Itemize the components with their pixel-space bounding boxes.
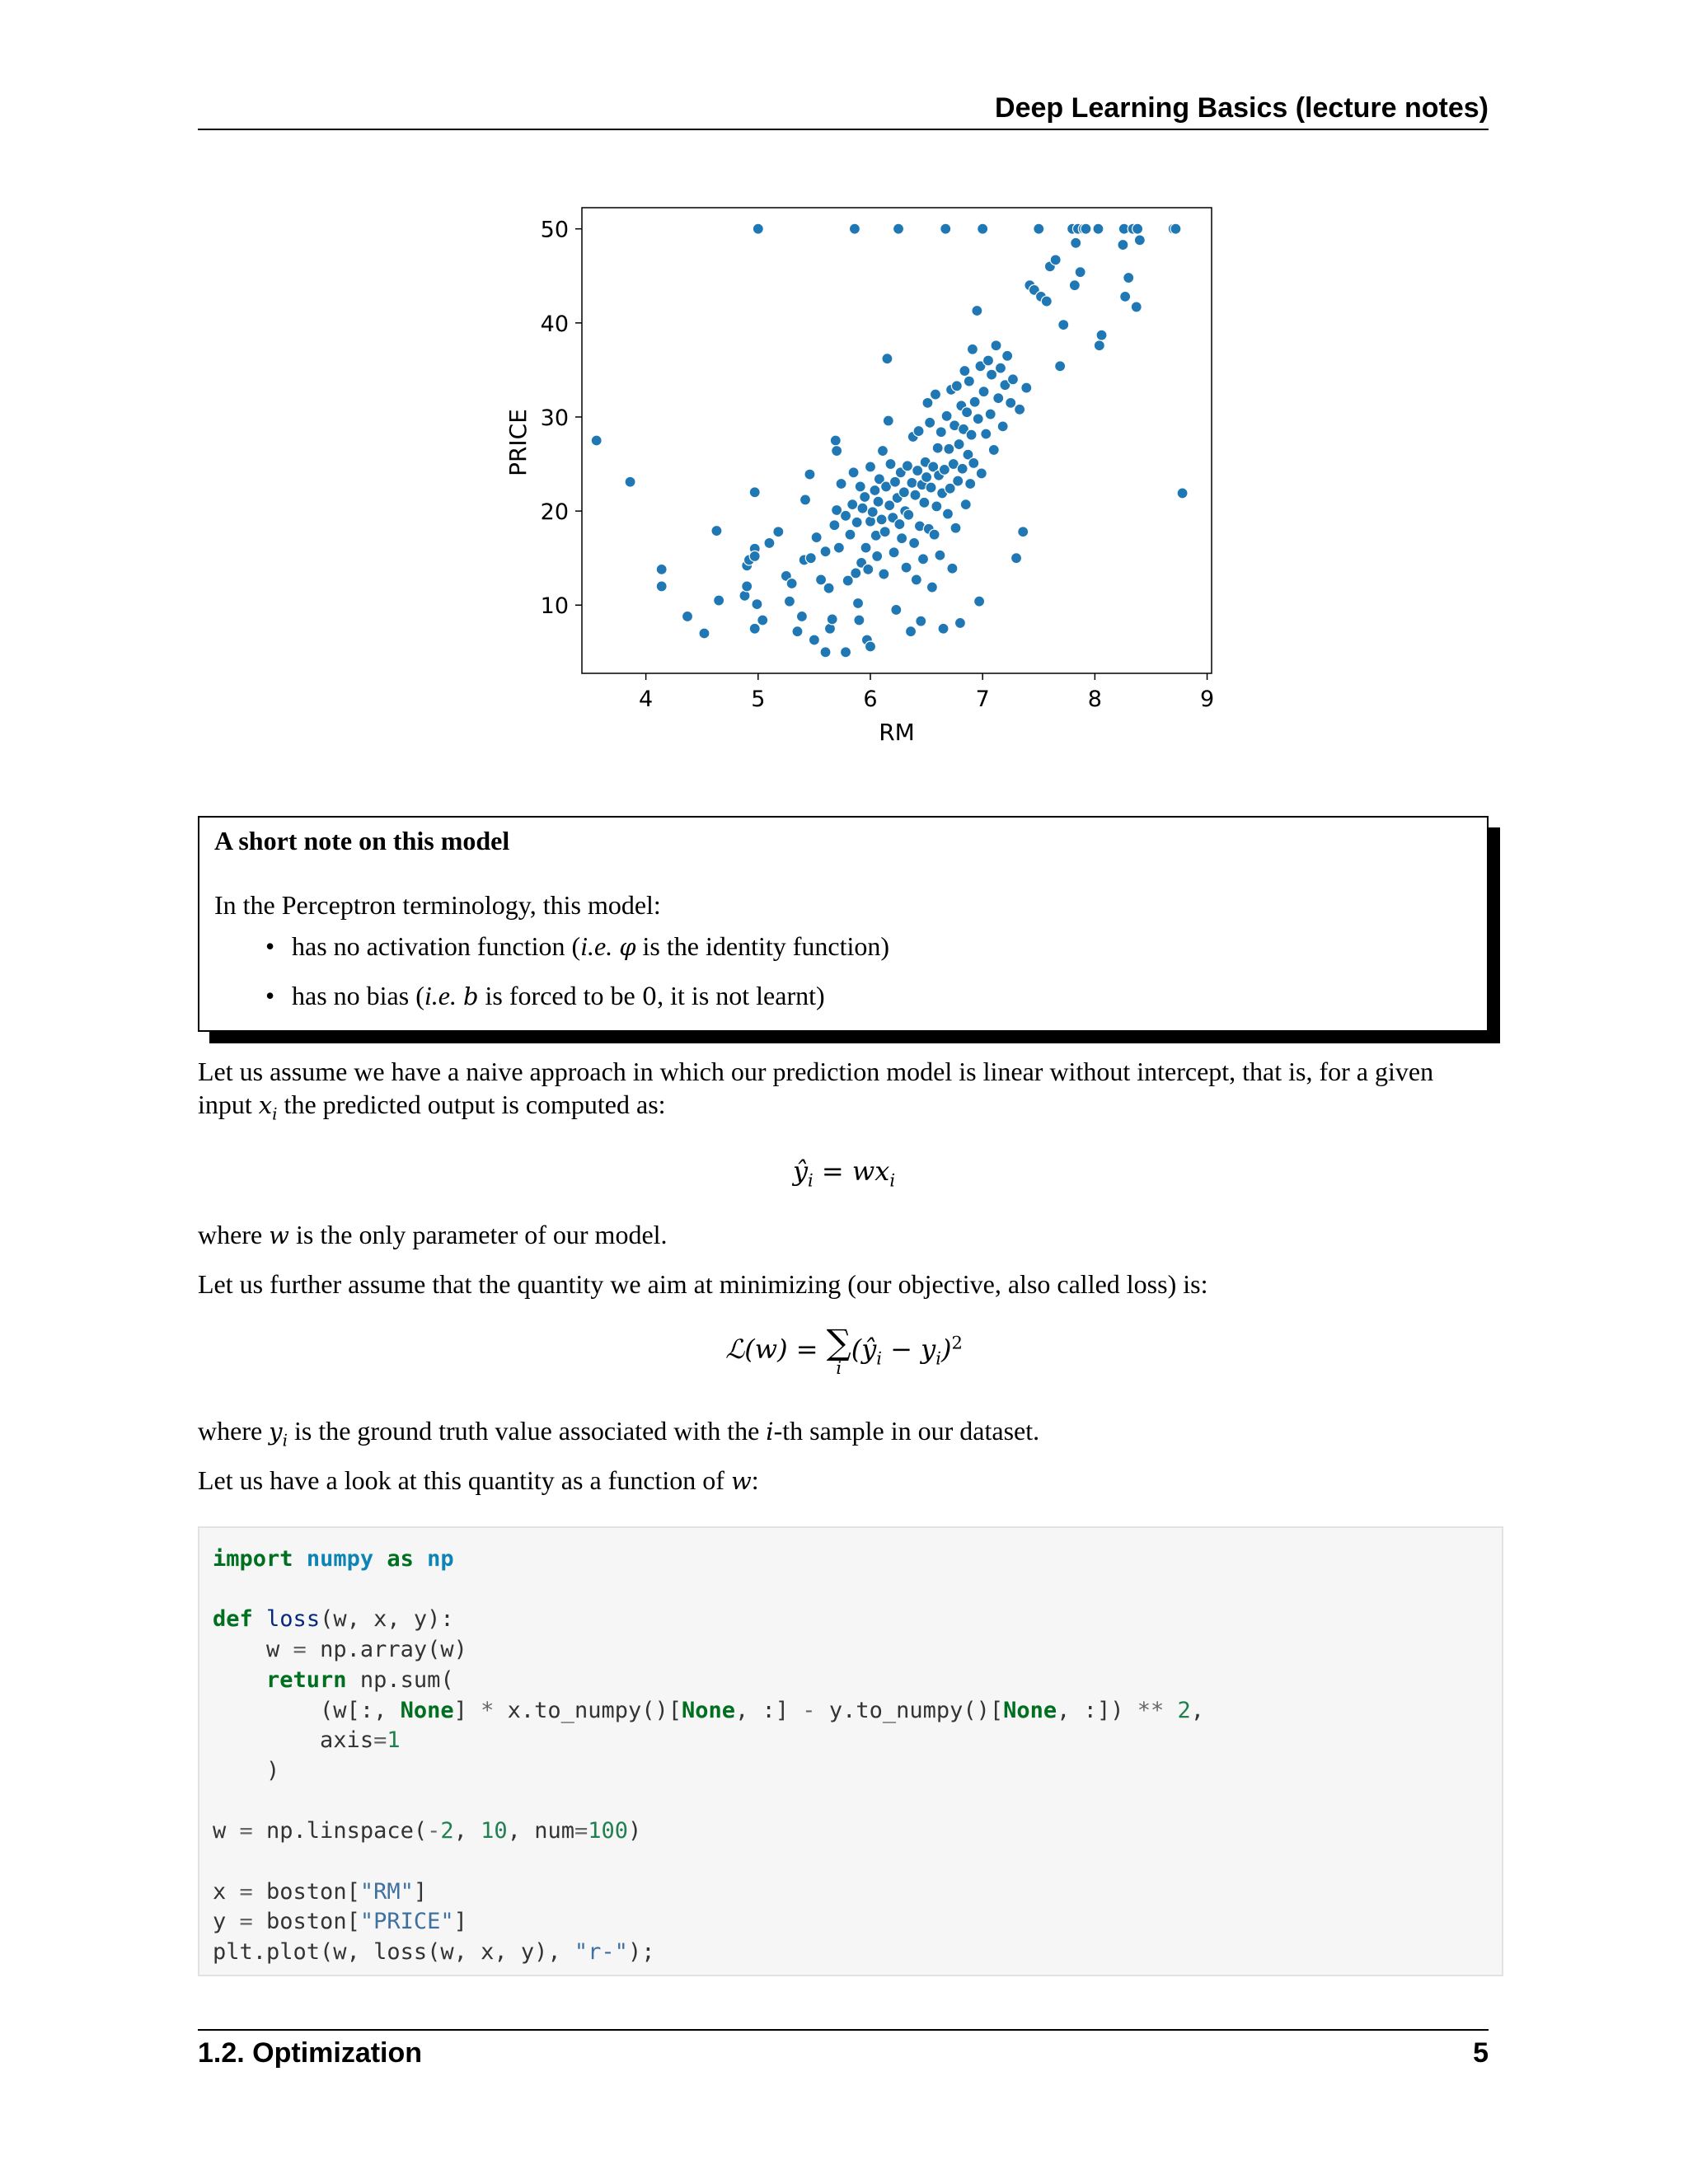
- data-point: [865, 516, 875, 527]
- code-str: "RM": [359, 1878, 414, 1905]
- code-kw-import: import: [213, 1546, 293, 1572]
- data-point: [968, 457, 979, 468]
- code-op-minus: -: [802, 1697, 816, 1723]
- paragraph-objective: Let us further assume that the quantity we aim at minimizing (our objective, also called loss) is:: [198, 1269, 1208, 1299]
- data-point: [965, 479, 976, 490]
- y-tick-label: 10: [540, 593, 569, 620]
- data-point: [985, 409, 996, 419]
- data-point: [879, 527, 890, 537]
- paragraph-parameter: [198, 1218, 1489, 1252]
- p4-text-c: -th sample in our dataset.: [773, 1416, 1040, 1446]
- eq2-sub1: i: [876, 1348, 882, 1369]
- data-point: [656, 564, 667, 574]
- data-points: [591, 223, 1188, 658]
- code-kw-as: as: [387, 1546, 414, 1572]
- paragraph-ground-truth: [198, 1414, 1489, 1456]
- equation-loss: [0, 1322, 1688, 1378]
- data-point: [891, 604, 902, 615]
- plot-frame: [582, 208, 1212, 673]
- data-point: [967, 344, 978, 354]
- data-point: [872, 551, 883, 561]
- p5-text-a: Let us have a look at this quantity as a function of: [198, 1465, 724, 1495]
- code-frag: np.linspace(: [252, 1818, 428, 1844]
- p4-text-a: where: [198, 1416, 263, 1446]
- data-point: [982, 355, 993, 366]
- data-point: [784, 596, 795, 607]
- code-frag: y.to_numpy()[: [815, 1697, 1004, 1723]
- code-op-eq: =: [373, 1727, 387, 1754]
- data-point: [930, 389, 940, 400]
- code-op-eq: =: [239, 1878, 253, 1905]
- note-b1-ie: i.e.: [580, 931, 613, 961]
- data-point: [742, 581, 753, 592]
- data-point: [591, 435, 602, 446]
- code-num: 10: [481, 1818, 508, 1844]
- data-point: [1094, 340, 1104, 351]
- data-point: [959, 366, 970, 377]
- equation-prediction: [0, 1155, 1688, 1190]
- p2-text-b: is the only parameter of our model.: [296, 1220, 668, 1249]
- data-point: [909, 537, 920, 548]
- data-point: [832, 446, 842, 457]
- data-point: [853, 598, 864, 608]
- data-point: [1069, 280, 1080, 291]
- code-frag: ]: [453, 1697, 481, 1723]
- data-point: [682, 611, 693, 621]
- data-point: [910, 490, 921, 500]
- code-frag: plt.plot(w, loss(w, x, y),: [213, 1939, 574, 1966]
- note-b2-zero: 0: [641, 982, 658, 1010]
- code-kw-none: None: [681, 1697, 736, 1723]
- data-point: [1132, 223, 1143, 234]
- code-op-eq: =: [239, 1909, 253, 1935]
- data-point: [841, 647, 851, 658]
- data-point: [1075, 267, 1085, 278]
- data-point: [981, 429, 992, 439]
- data-point: [867, 507, 878, 518]
- data-point: [876, 514, 887, 525]
- data-point: [830, 435, 841, 446]
- data-point: [925, 417, 935, 428]
- data-point: [897, 533, 907, 544]
- code-str: "r-": [574, 1939, 628, 1966]
- data-point: [1002, 350, 1013, 361]
- note-b1-pre: has no activation function (: [292, 931, 581, 961]
- data-point: [809, 635, 819, 645]
- code-np-sum: np.sum(: [346, 1666, 454, 1693]
- data-point: [995, 363, 1006, 373]
- data-point: [855, 481, 865, 492]
- data-point: [870, 485, 880, 495]
- code-frag: ]: [453, 1909, 467, 1935]
- data-point: [764, 537, 775, 548]
- code-op-eq: =: [239, 1818, 253, 1844]
- data-point: [848, 467, 859, 478]
- code-frag: , :]: [735, 1697, 803, 1723]
- code-close-paren: ): [213, 1757, 280, 1783]
- y-tick-label: 40: [540, 311, 569, 337]
- p1-sub: i: [272, 1104, 278, 1124]
- data-point: [849, 223, 860, 234]
- x-tick-label: 6: [863, 687, 878, 712]
- data-point: [935, 550, 945, 560]
- data-point: [889, 476, 900, 487]
- note-b2-post: , it is not learnt): [657, 981, 825, 1010]
- code-fn-loss: loss: [266, 1606, 321, 1633]
- data-point: [973, 414, 983, 424]
- data-point: [1120, 291, 1131, 302]
- data-point: [988, 444, 999, 455]
- code-op-mul: *: [481, 1697, 495, 1723]
- note-b2-pre: has no bias (: [292, 981, 424, 1010]
- data-point: [941, 410, 952, 421]
- p4-sub: i: [282, 1430, 288, 1451]
- scatter-figure: [495, 198, 1236, 758]
- data-point: [903, 509, 914, 520]
- data-point: [898, 487, 909, 498]
- footer-section: 1.2. Optimization: [198, 2037, 423, 2069]
- note-box: [198, 816, 1489, 1032]
- p4-i: i: [766, 1418, 774, 1446]
- data-point: [889, 547, 899, 558]
- data-point: [926, 582, 937, 593]
- code-kw-none: None: [400, 1697, 454, 1723]
- data-point: [911, 574, 921, 585]
- code-num: 1: [387, 1727, 401, 1754]
- eq2-open: (ŷ: [851, 1333, 877, 1365]
- data-point: [969, 396, 980, 407]
- data-point: [978, 387, 989, 397]
- x-tick-label: 9: [1199, 687, 1215, 712]
- p4-y: y: [269, 1418, 283, 1446]
- code-frag: ]: [413, 1878, 428, 1905]
- code-indent: [213, 1637, 266, 1662]
- data-point: [918, 554, 929, 565]
- data-point: [997, 421, 1008, 432]
- data-point: [935, 427, 946, 438]
- data-point: [993, 393, 1004, 404]
- data-point: [1021, 382, 1032, 393]
- p4-text-b: is the ground truth value associated with the: [293, 1416, 760, 1446]
- code-frag: w: [213, 1818, 240, 1844]
- p1-x: x: [258, 1091, 273, 1119]
- data-point: [950, 523, 961, 533]
- code-num: 2: [1177, 1697, 1191, 1723]
- data-point: [851, 568, 861, 579]
- data-point: [800, 494, 811, 505]
- note-bullet-activation: [265, 931, 889, 981]
- note-b2-ie: i.e.: [424, 981, 457, 1010]
- code-mod-numpy: numpy: [306, 1546, 374, 1572]
- data-point: [883, 415, 893, 426]
- y-axis-label: PRICE: [504, 409, 532, 476]
- data-point: [841, 510, 851, 521]
- data-point: [796, 611, 807, 621]
- data-point: [1006, 397, 1016, 408]
- data-point: [921, 472, 932, 483]
- code-op-pow: **: [1137, 1697, 1165, 1723]
- page-header: [198, 91, 1489, 130]
- data-point: [912, 466, 923, 476]
- code-op-neg: -: [427, 1818, 441, 1844]
- data-point: [753, 223, 763, 234]
- p2-w: w: [269, 1221, 289, 1249]
- code-op-eq: =: [574, 1818, 588, 1844]
- code-var-w: w: [266, 1637, 280, 1663]
- data-point: [656, 581, 667, 592]
- eq2-sub2: i: [935, 1348, 941, 1369]
- data-point: [987, 369, 997, 380]
- data-point: [699, 628, 710, 639]
- note-intro: In the Perceptron terminology, this model:: [214, 890, 661, 920]
- data-point: [824, 623, 835, 634]
- data-point: [901, 562, 912, 573]
- data-point: [913, 426, 924, 437]
- data-point: [906, 626, 917, 637]
- note-b1-sym: φ: [619, 933, 636, 961]
- data-point: [954, 617, 965, 628]
- data-point: [873, 496, 884, 507]
- eq1-lhs: ŷ: [792, 1155, 809, 1187]
- data-point: [954, 439, 964, 450]
- data-point: [739, 590, 750, 601]
- x-tick-label: 5: [751, 687, 766, 712]
- data-point: [960, 499, 971, 510]
- p5-text-b: :: [751, 1465, 759, 1495]
- data-point: [974, 596, 985, 607]
- code-str: "PRICE": [359, 1909, 454, 1935]
- data-point: [1131, 302, 1142, 312]
- axis-ticks: [541, 218, 1215, 712]
- code-indent: [213, 1727, 320, 1753]
- data-point: [714, 595, 724, 606]
- eq1-sub: i: [808, 1170, 814, 1191]
- y-tick-label: 20: [540, 499, 569, 526]
- page-footer: [198, 2029, 1489, 2072]
- data-point: [1093, 223, 1104, 234]
- data-point: [865, 462, 875, 472]
- data-point: [836, 479, 846, 490]
- data-point: [877, 446, 888, 457]
- y-tick-label: 50: [540, 217, 569, 243]
- x-tick-label: 8: [1087, 687, 1102, 712]
- code-frag: boston[: [252, 1909, 360, 1935]
- note-list: [265, 931, 889, 1030]
- data-point: [931, 501, 942, 512]
- data-point: [820, 546, 831, 557]
- code-kw-return: return: [266, 1666, 347, 1693]
- code-frag: [1164, 1698, 1177, 1723]
- data-point: [938, 623, 949, 634]
- data-point: [749, 623, 760, 634]
- data-point: [1015, 404, 1025, 415]
- data-point: [976, 468, 987, 479]
- data-point: [919, 497, 930, 508]
- p1-text-b: the predicted output is computed as:: [284, 1090, 666, 1119]
- x-tick-label: 7: [975, 687, 990, 712]
- data-point: [966, 429, 977, 440]
- data-point: [829, 520, 840, 531]
- code-text: [213, 1544, 1204, 1968]
- data-point: [1071, 237, 1081, 248]
- data-point: [916, 616, 926, 626]
- data-point: [854, 615, 865, 626]
- data-point: [944, 443, 954, 454]
- data-point: [845, 529, 856, 540]
- data-point: [757, 615, 768, 626]
- data-point: [857, 503, 868, 513]
- data-point: [1081, 223, 1091, 234]
- data-point: [749, 551, 760, 561]
- code-block[interactable]: [198, 1526, 1503, 1976]
- code-frag: x.to_numpy()[: [494, 1697, 682, 1723]
- data-point: [1123, 273, 1134, 284]
- x-axis-label: RM: [879, 719, 915, 746]
- p5-w: w: [730, 1467, 752, 1495]
- scatter-chart: [495, 198, 1236, 758]
- data-point: [1041, 296, 1052, 307]
- note-b2-mid: is forced to be: [485, 981, 635, 1010]
- page-number: 5: [1473, 2037, 1489, 2069]
- data-point: [865, 641, 875, 652]
- data-point: [1034, 223, 1044, 234]
- data-point: [1058, 320, 1069, 330]
- code-frag: (w[:,: [320, 1697, 401, 1723]
- code-frag: ): [628, 1818, 642, 1844]
- header-title: Deep Learning Basics (lecture notes): [995, 92, 1489, 124]
- eq2-close: ): [940, 1333, 952, 1365]
- data-point: [932, 443, 943, 453]
- data-point: [773, 527, 784, 537]
- data-point: [942, 509, 953, 519]
- data-point: [820, 647, 831, 658]
- data-point: [926, 482, 936, 493]
- data-point: [972, 305, 982, 316]
- code-num: 100: [588, 1818, 629, 1844]
- eq2-mid: − y: [882, 1333, 936, 1365]
- note-b1-post: is the identity function): [642, 931, 890, 961]
- data-point: [1134, 235, 1145, 246]
- data-point: [940, 223, 951, 234]
- data-point: [752, 599, 762, 610]
- paragraph-look: [198, 1464, 1489, 1497]
- code-mod-np: np: [427, 1546, 454, 1572]
- code-kw-none: None: [1003, 1697, 1057, 1723]
- code-kwarg-axis: axis: [320, 1727, 374, 1754]
- data-point: [1170, 223, 1181, 234]
- data-point: [1011, 553, 1022, 564]
- data-point: [823, 583, 834, 593]
- data-point: [816, 574, 827, 585]
- data-point: [860, 542, 871, 553]
- data-point: [922, 397, 933, 408]
- data-point: [711, 526, 722, 537]
- note-b2-sym: b: [462, 982, 479, 1010]
- eq1-rhs: = wx: [813, 1155, 890, 1187]
- data-point: [863, 564, 874, 574]
- data-point: [885, 459, 896, 470]
- code-frag: y: [213, 1909, 240, 1935]
- data-point: [860, 491, 870, 502]
- data-point: [1050, 255, 1061, 265]
- data-point: [1096, 330, 1107, 340]
- code-kw-def: def: [213, 1606, 253, 1633]
- data-point: [902, 461, 912, 471]
- data-point: [991, 340, 1001, 351]
- eq2-lhs: ℒ(w) =: [725, 1333, 827, 1365]
- data-point: [1007, 374, 1018, 385]
- paragraph-model: [198, 1055, 1489, 1130]
- data-point: [964, 376, 974, 387]
- data-point: [811, 532, 822, 543]
- data-point: [978, 223, 988, 234]
- code-args: (w, x, y):: [320, 1606, 454, 1633]
- data-point: [804, 469, 815, 480]
- data-point: [1118, 240, 1128, 251]
- code-frag: x: [213, 1878, 240, 1905]
- data-point: [805, 553, 816, 564]
- data-point: [907, 477, 917, 488]
- data-point: [625, 476, 635, 487]
- data-point: [962, 407, 973, 418]
- data-point: [1018, 527, 1029, 537]
- data-point: [792, 626, 803, 637]
- data-point: [882, 354, 893, 364]
- data-point: [953, 476, 964, 486]
- code-indent: [213, 1698, 320, 1723]
- data-point: [893, 223, 904, 234]
- code-frag: );: [627, 1939, 655, 1966]
- data-point: [786, 578, 797, 588]
- data-point: [847, 499, 858, 510]
- eq2-pow: 2: [951, 1333, 963, 1353]
- data-point: [833, 542, 844, 553]
- note-title: A short note on this model: [214, 826, 510, 855]
- data-point: [749, 487, 760, 498]
- code-indent: [213, 1667, 266, 1693]
- p1-text-a: Let us assume we have a naive approach in which our prediction model is linear without intercept, that is, for a given input: [198, 1057, 1434, 1119]
- code-frag: ,: [453, 1818, 481, 1844]
- p2-text-a: where: [198, 1220, 263, 1249]
- code-np-array: np.array(w): [320, 1637, 467, 1663]
- eq2-sum: ∑: [826, 1322, 851, 1362]
- data-point: [851, 517, 862, 527]
- data-point: [1055, 361, 1066, 372]
- eq1-sub2: i: [889, 1170, 896, 1191]
- data-point: [879, 569, 889, 579]
- code-op-eq: =: [279, 1637, 321, 1663]
- code-frag: boston[: [252, 1878, 360, 1905]
- y-tick-label: 30: [540, 405, 569, 431]
- code-frag: , :]): [1057, 1697, 1137, 1723]
- code-frag: ,: [507, 1818, 535, 1844]
- data-point: [951, 381, 962, 391]
- x-tick-label: 4: [639, 687, 654, 712]
- code-frag: ,: [1190, 1697, 1205, 1723]
- data-point: [894, 519, 905, 530]
- code-kwarg-num: num: [534, 1818, 574, 1844]
- code-num: 2: [440, 1818, 454, 1844]
- eq2-sum-block: [826, 1322, 851, 1378]
- data-point: [957, 463, 968, 474]
- data-point: [827, 614, 837, 625]
- note-bullet-bias: [265, 981, 889, 1030]
- data-point: [929, 529, 940, 540]
- eq2-sum-sub: i: [836, 1358, 842, 1378]
- data-point: [947, 563, 958, 574]
- data-point: [1177, 488, 1188, 499]
